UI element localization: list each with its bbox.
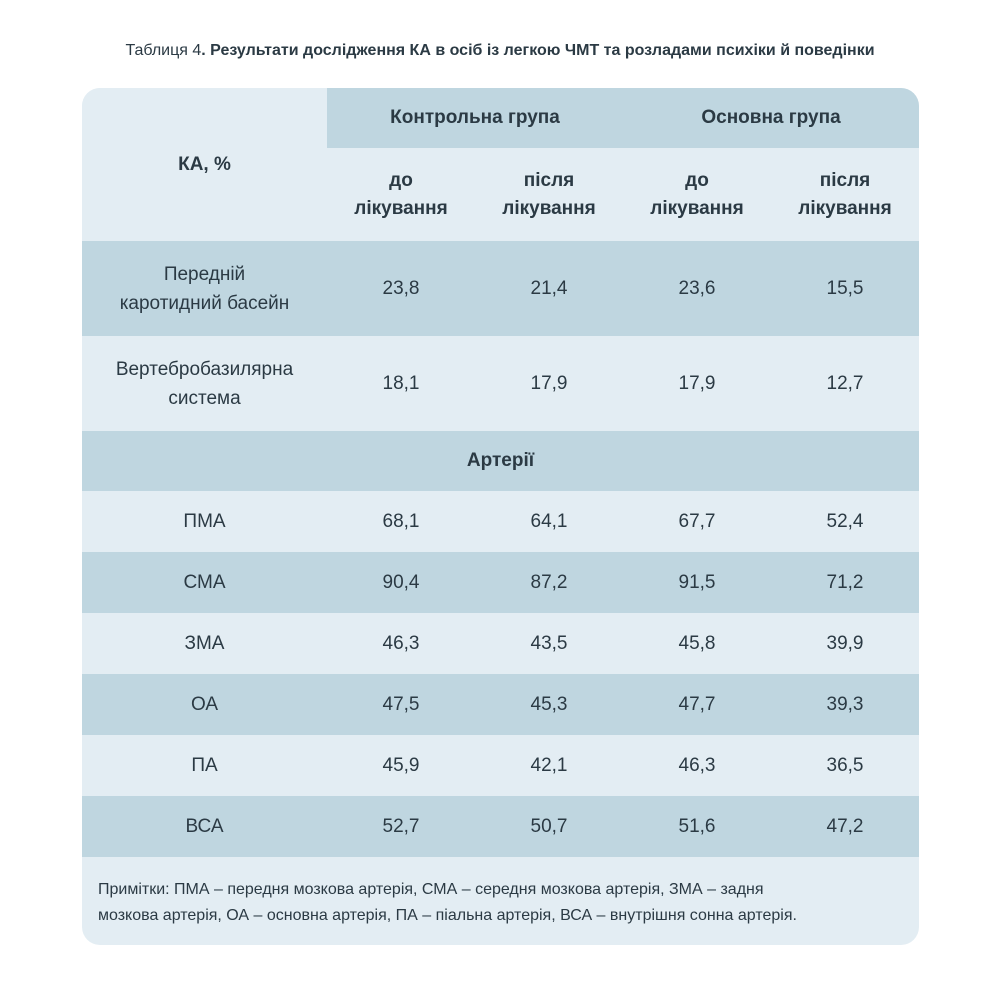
table-row [82,674,919,735]
table-cell: 43,5 [475,613,623,674]
table-caption [0,42,1000,60]
subheader-control-after: після лікування [475,148,623,241]
table-row [82,552,919,613]
table-row [82,336,919,431]
section-header-arteries: Артерії [82,431,919,491]
table-cell: 45,8 [623,613,771,674]
table-row [82,241,919,336]
table-row [82,491,919,552]
table-cell: 64,1 [475,491,623,552]
table-cell: 52,4 [771,491,919,552]
table-cell: 87,2 [475,552,623,613]
table-cell: 47,2 [771,796,919,857]
table-cell: 18,1 [327,336,475,431]
table-cell: 47,5 [327,674,475,735]
table-cell: 46,3 [623,735,771,796]
subheader-control-before: до лікування [327,148,475,241]
subheader-main-before: до лікування [623,148,771,241]
table-cell: 45,3 [475,674,623,735]
table-row [82,735,919,796]
table-cell: 68,1 [327,491,475,552]
table-cell: 67,7 [623,491,771,552]
row-label: ВСА [82,796,327,857]
table-cell: 23,6 [623,241,771,336]
table-cell: 39,9 [771,613,919,674]
table-cell: 91,5 [623,552,771,613]
notes-line-2: мозкова артерія, ОА – основна артерія, ПА – піальна артерія, ВСА – внутрішня сонна артерія. [98,907,797,924]
notes-line-1: Примітки: ПМА – передня мозкова артерія, СМА – середня мозкова артерія, ЗМА – задня [98,881,764,898]
row-label: ОА [82,674,327,735]
row-label: ПА [82,735,327,796]
group-header-control: Контрольна група [327,88,623,148]
corner-header: КА, % [82,88,327,241]
group-header-main: Основна група [623,88,919,148]
table-cell: 17,9 [623,336,771,431]
table-cell: 46,3 [327,613,475,674]
table-cell: 12,7 [771,336,919,431]
table-cell: 15,5 [771,241,919,336]
row-label: Передній каротидний басейн [82,241,327,336]
table-cell: 52,7 [327,796,475,857]
table-cell: 50,7 [475,796,623,857]
row-label: Вертебробазилярна система [82,336,327,431]
table-row [82,796,919,857]
caption-title: . Результати дослідження КА в осіб із легкою ЧМТ та розладами психіки й поведінки [201,42,875,59]
section-row [82,431,919,491]
results-table [82,88,919,857]
table-cell: 39,3 [771,674,919,735]
table-card [82,88,919,945]
caption-prefix: Таблиця 4 [125,42,202,59]
table-notes [98,877,888,929]
row-label: ПМА [82,491,327,552]
table-cell: 36,5 [771,735,919,796]
table-cell: 47,7 [623,674,771,735]
table-cell: 17,9 [475,336,623,431]
table-cell: 90,4 [327,552,475,613]
table-cell: 45,9 [327,735,475,796]
row-label: ЗМА [82,613,327,674]
row-label: СМА [82,552,327,613]
table-cell: 51,6 [623,796,771,857]
table-cell: 42,1 [475,735,623,796]
table-cell: 71,2 [771,552,919,613]
subheader-main-after: після лікування [771,148,919,241]
table-row [82,613,919,674]
table-cell: 21,4 [475,241,623,336]
table-cell: 23,8 [327,241,475,336]
